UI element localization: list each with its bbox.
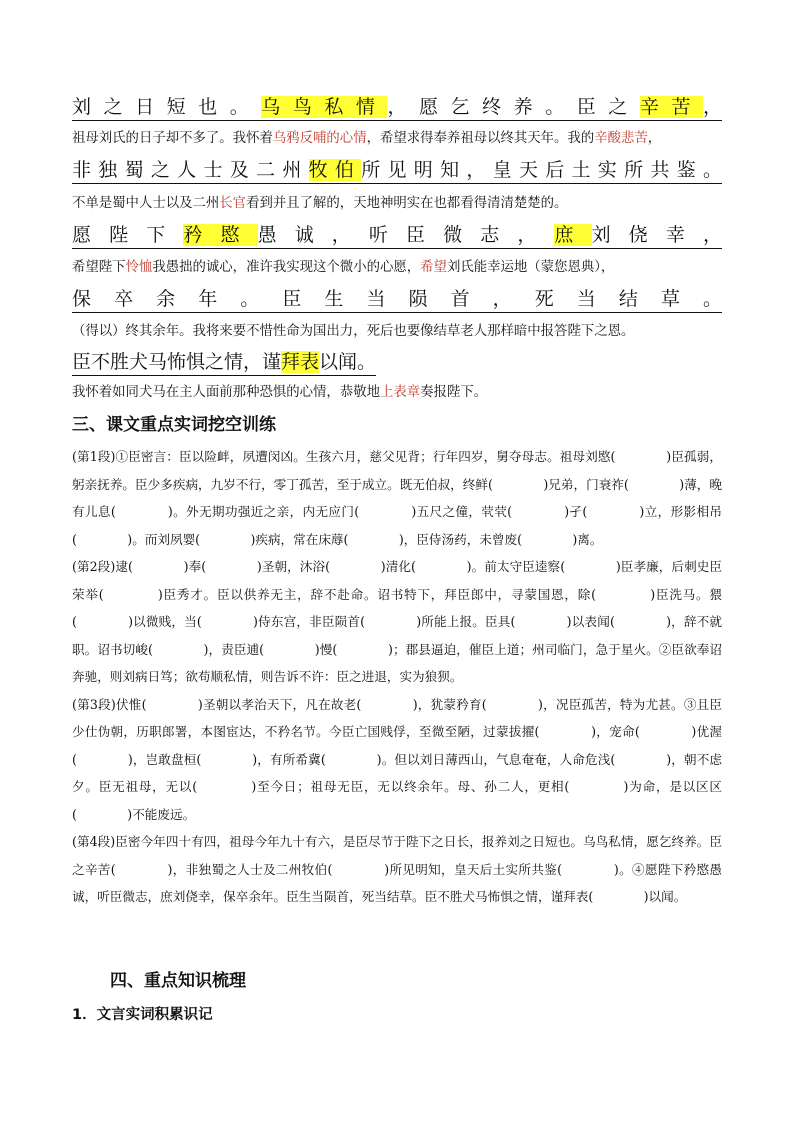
translation-text: （得以）终其余年。我将来要不惜性命为国出力，死后也要像结草老人那样暗中报答陛下之恩。 (72, 324, 635, 339)
original-text: 刘侥幸， (591, 224, 722, 246)
translation-text: 希望陛下 (72, 260, 126, 275)
key-meaning: 乌鸦反哺的心情 (272, 131, 367, 146)
translation-text: 刘氏能幸运地（蒙您恩典）， (446, 260, 615, 275)
exercise-paragraph-1: (第1段)①臣密言：臣以险衅，夙遭闵凶。生孩六月，慈父见背；行年四岁，舅夺母志。祖母刘愍( )臣孤弱，躬亲抚养。臣少多疾病，九岁不行，零丁孤苦，至于成立。既无伯叔，终鲜( )兄弟，门衰祚( )薄，晚有儿息( )。外无期功强近之亲，内无应门( )五尺之僮，茕茕( )孑( )立，形影相吊( )。而刘夙婴( )疾病，常在床蓐( )，臣侍汤药，未曾废( )离。 (72, 449, 722, 547)
translation-text: 我愚拙的诚心，准许我实现这个微小的心愿， (152, 260, 421, 275)
original-text: 保卒余年。臣生当陨首，死当结草。 (72, 288, 722, 310)
exercise-paragraph-3: (第3段)伏惟( )圣朝以孝治天下，凡在故老( )，犹蒙矜育( )，况臣孤苦，特为尤甚。③且臣少仕伪朝，历职郎署，本图宦达，不矜名节。今臣亡国贱俘，至微至陋，过蒙拔擢( )，宠命( )优渥( )，岂敢盘桓( )，有所希冀( )。但以刘日薄西山，气息奄奄，人命危浅( )，朝不虑夕。臣无祖母，无以( )至今日；祖母无臣，无以终余年。母、孙二人，更相( )为命，是以区区( )不能废远。 (72, 696, 722, 822)
original-line-4 (72, 286, 722, 313)
section-4-title: 四、重点知识梳理 (110, 971, 246, 991)
translation-text: 不单是蜀中人士以及二州 (72, 196, 220, 211)
original-text: 愿陛下 (72, 224, 184, 246)
translation-line-2 (72, 195, 732, 213)
translation-line-1 (72, 130, 732, 148)
original-text: 臣不胜犬马怖惧之情，谨 (72, 351, 282, 373)
exercise-paragraph-4: (第4段)臣密今年四十有四，祖母今年九十有六，是臣尽节于陛下之日长，报养刘之日短也。乌鸟私情，愿乞终养。臣之辛苦( )，非独蜀之人士及二州牧伯( )所见明知，皇天后土实所共鉴( )。④愿陛下矜愍愚诚，听臣微志，庶刘侥幸，保卒余年。臣生当陨首，死当结草。臣不胜犬马怖惧之情，谨拜表( )以闻。 (72, 834, 722, 904)
original-text: 非独蜀之人士及二州 (72, 159, 309, 181)
original-line-3 (72, 222, 722, 249)
original-text: ，愿乞终养。臣之 (387, 96, 640, 118)
key-meaning: 怜恤 (125, 260, 153, 275)
highlighted-phrase: 牧伯 (308, 159, 362, 181)
translation-text: 奏报陛下。 (420, 385, 488, 400)
section-3-title: 三、课文重点实词挖空训练 (72, 415, 276, 435)
translation-text: 祖母刘氏的日子却不多了。我怀着 (72, 131, 273, 146)
key-meaning: 希望 (420, 260, 447, 275)
exercise-paragraph-2: (第2段)逮( )奉( )圣朝，沐浴( )清化( )。前太守臣逵察( )臣孝廉，后刺史臣荣举( )臣秀才。臣以供养无主，辞不赴命。诏书特下，拜臣郎中，寻蒙国恩，除( )臣洗马。猥( )以微贱，当( )侍东宫，非臣陨首( )所能上报。臣具( )以表闻( )，辞不就职。诏书切峻( )，责臣逋( )慢( )；郡县逼迫，催臣上道；州司临门，急于星火。②臣欲奉诏奔驰，则刘病日笃；欲苟顺私情，则告诉不许：臣之进退，实为狼狈。 (72, 559, 722, 684)
highlighted-phrase: 矜愍 (183, 224, 258, 246)
translation-text: ， (647, 131, 662, 146)
original-text: 愚诚，听臣微志， (257, 224, 555, 246)
translation-line-5 (72, 384, 732, 402)
original-text: 刘之日短也。 (72, 96, 262, 118)
subsection-1-title: 1．文言实词积累识记 (72, 1007, 213, 1023)
highlighted-phrase: 拜表 (281, 351, 320, 373)
exercise-block (72, 443, 722, 911)
key-meaning: 辛酸悲苦 (594, 131, 648, 146)
original-line-5 (72, 349, 376, 376)
highlighted-phrase: 辛苦 (639, 96, 703, 118)
original-text: 以闻。 (319, 351, 377, 373)
key-meaning: 长官 (219, 196, 247, 211)
key-meaning: 上表章 (379, 385, 421, 400)
translation-text: 我怀着如同犬马在主人面前那种恐惧的心情，恭敬地 (72, 385, 380, 400)
highlighted-phrase: 乌鸟私情 (261, 96, 388, 118)
original-line-2 (72, 157, 722, 184)
original-text: ， (702, 96, 722, 118)
original-text: 所见明知，皇天后土实所共鉴。 (361, 159, 722, 181)
translation-text: ，希望求得奉养祖母以终其天年。我的 (366, 131, 595, 146)
translation-line-3 (72, 259, 732, 277)
translation-line-4 (72, 323, 732, 341)
highlighted-phrase: 庶 (554, 224, 592, 246)
original-line-1 (72, 94, 722, 121)
translation-text: 看到并且了解的，天地神明实在也都看得清清楚楚的。 (246, 196, 568, 211)
